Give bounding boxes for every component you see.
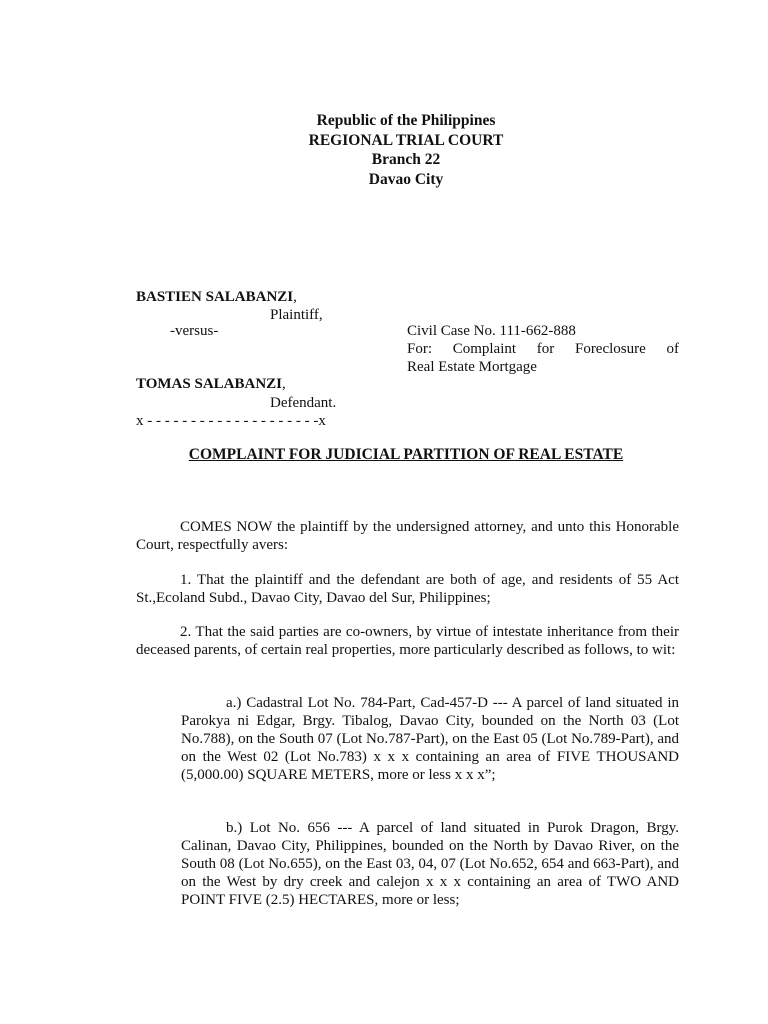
defendant-line: TOMAS SALABANZI, bbox=[136, 376, 286, 392]
case-info bbox=[407, 322, 679, 376]
header-branch: Branch 22 bbox=[371, 151, 441, 168]
plaintiff-name: BASTIEN SALABANZI bbox=[136, 289, 294, 305]
complaint-title: COMPLAINT FOR JUDICIAL PARTITION OF REAL ESTATE bbox=[188, 446, 624, 463]
caption-separator: x - - - - - - - - - - - - - - - - - - - -x bbox=[136, 413, 326, 429]
paragraph-1: 1. That the plaintiff and the defendant are both of age, and residents of 55 Act St.,Ecoland Subd., Davao City, Davao del Sur, Philippines; bbox=[136, 572, 679, 606]
header-city: Davao City bbox=[368, 170, 444, 188]
case-subject-line1: For: Complaint for Foreclosure of bbox=[407, 341, 679, 357]
header-court: REGIONAL TRIAL COURT bbox=[308, 131, 504, 149]
header-republic: Republic of the Philippines bbox=[316, 112, 496, 129]
plaintiff-line: BASTIEN SALABANZI, bbox=[136, 289, 297, 305]
court-header bbox=[0, 111, 768, 189]
intro-paragraph: COMES NOW the plaintiff by the undersigned attorney, and unto this Honorable Court, respectfully avers: bbox=[136, 519, 679, 553]
defendant-name: TOMAS SALABANZI bbox=[136, 376, 283, 392]
case-subject-line2: Real Estate Mortgage bbox=[407, 359, 537, 375]
plaintiff-label: Plaintiff, bbox=[270, 307, 323, 323]
property-item-b: b.) Lot No. 656 --- A parcel of land situated in Purok Dragon, Brgy. Calinan, Davao City, Philippines, bounded on the North by Davao River, on the South 08 (Lot No.655), on the East 03, 04, 07 (Lot No.652, 654 and 663-Part), and on the West by dry creek and calejon x x x containing an area of TWO AND POINT FIVE (2.5) HECTARES, more or less; bbox=[181, 820, 679, 908]
defendant-label: Defendant. bbox=[270, 395, 337, 411]
case-caption bbox=[136, 288, 681, 438]
property-item-a: a.) Cadastral Lot No. 784-Part, Cad-457-D --- A parcel of land situated in Parokya ni Edgar, Brgy. Tibalog, Davao City, bounded on the North 03 (Lot No.788), on the South 07 (Lot No.787-Part), on the East 05 (Lot No.789-Part), and on the West 02 (Lot No.783) x x x containing an area of FIVE THOUSAND (5,000.00) SQUARE METERS, more or less x x x”; bbox=[181, 695, 679, 783]
paragraph-2: 2. That the said parties are co-owners, by virtue of intestate inheritance from their deceased parents, of certain real properties, more particularly described as follows, to wit: bbox=[136, 624, 679, 658]
versus-label: -versus- bbox=[170, 323, 219, 339]
case-number: Civil Case No. 111-662-888 bbox=[407, 323, 576, 339]
